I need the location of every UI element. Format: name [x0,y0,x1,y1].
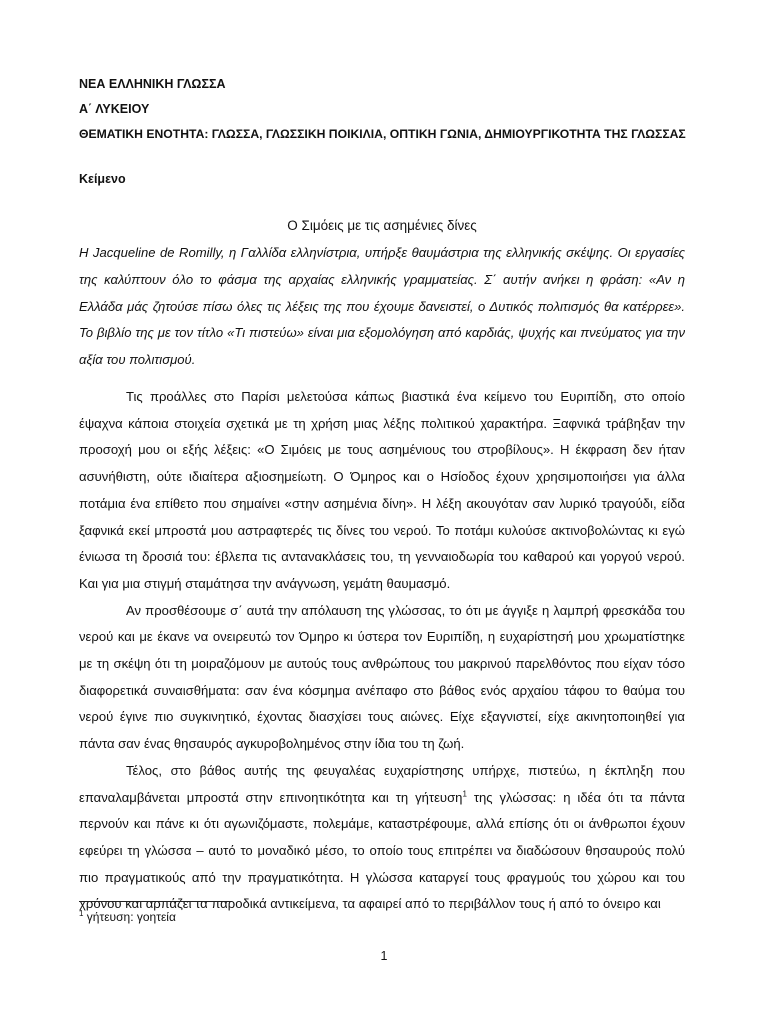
text-title: Ο Σιμόεις με τις ασημένιες δίνες [287,218,477,233]
footnote-text: γήτευση: γοητεία [83,910,176,924]
footnote-separator [79,901,232,902]
intro-paragraph: Η Jacqueline de Romilly, η Γαλλίδα ελληνίστρια, υπήρξε θαυμάστρια της ελληνικής σκέψης. Οι εργασίες της καλύπτουν όλο το φάσμα της αρχαίας ελληνικής γραμματείας. Σ΄ αυτήν ανήκει η φράση: «Αν η Ελλάδα μάς ζητούσε πίσω όλες τις λέξεις της που έχουμε δανειστεί, ο Δυτικός πολιτισμός θα κατέρρεε». Το βιβλίο της με τον τίτλο «Τι πιστεύω» είναι μια εξομολόγηση από καρδιάς, ψυχής και πνεύματος για την αξία του πολιτισμού. [79,245,685,368]
section-label: Κείμενο [79,172,126,186]
paragraph-1: Τις προάλλες στο Παρίσι μελετούσα κάπως βιαστικά ένα κείμενο του Ευριπίδη, στο οποίο έψαχνα κάποια στοιχεία σχετικά με τη χρήση μιας λέξης πολιτικού χαρακτήρα. Ξαφνικά τράβηξαν την προσοχή μου οι εξής λέξεις: «Ο Σιμόεις με τους ασημένιους του στροβίλους». Η έκφραση δεν ήταν ασυνήθιστη, ούτε ιδιαίτερα αξιοσημείωτη. Ο Όμηρος και ο Ησίοδος έχουν χρησιμοποιήσει για άλλα ποτάμια ένα επίθετο που σημαίνει «στην ασημένια δίνη». Η λέξη ακουγόταν σαν λυρικό τραγούδι, είδα ξαφνικά εκεί μπροστά μου αστραφτερές τις δίνες του νερού. Το ποτάμι κυλούσε ακτινοβολώντας κι εγώ ένιωσα τη δροσιά του: έβλεπα τις αντανακλάσεις του, τη γενναιοδωρία του καθαρού και γοργού νερού. Και για μια στιγμή σταμάτησα την ανάγνωση, γεμάτη θαυμασμό. [79,389,685,591]
grade-heading: Α΄ ΛΥΚΕΙΟΥ [79,102,150,116]
footnote-marker: 1 [79,909,84,918]
paragraph-3 [79,758,685,918]
paragraph-2: Αν προσθέσουμε σ΄ αυτά την απόλαυση της γλώσσας, το ότι με άγγιξε η λαμπρή φρεσκάδα του νερού και με έκανε να ονειρευτώ τον Όμηρο κι ύστερα τον Ευριπίδη, η ευχαρίστησή μου χρωματίστηκε με τη σκέψη ότι τη μοιραζόμουν με αυτούς τους ανθρώπους του μακρινού παρελθόντος που είχαν τόσο διαφορετικά συναισθήματα: σαν ένα κόσμημα ανέπαφο στο βάθος ενός αρχαίου τάφου το θαύμα του νερού έγινε πιο συγκινητικό, έχοντας διασχίσει τους αιώνες. Είχε εξαγνιστεί, είχε ακινητοποιηθεί για πάντα σαν ένας θησαυρός αγκυροβολημένος στην ίδια του τη ζωή. [79,602,685,752]
page-number: 1 [380,949,388,963]
paragraph-3-rest: της γλώσσας: η ιδέα ότι τα πάντα περνούν και πάνε κι ότι αγωνιζόμαστε, πολεμάμε, καταστρέφουμε, αλλά επίσης ότι οι άνθρωποι έχουν εφεύρει τη γλώσσα – αυτό το μοναδικό μέσο, το οποίο τους επιτρέπει να διαδώσουν θησαυρούς πολύ πιο πραγματικούς από την πραγματικότητα. Η γλώσσα καταργεί τους φραγμούς του χώρου και του χρόνου και αρπάζει τα παροδικά αντικείμενα, τα αφαιρεί από το περιβάλλον τους ή από το όνειρο και [79,789,686,912]
main-text [79,384,685,918]
subject-heading: ΝΕΑ ΕΛΛΗΝΙΚΗ ΓΛΩΣΣΑ [79,77,226,91]
footnote-reference[interactable]: 1 [462,789,467,799]
footnote [79,910,176,924]
thematic-unit-heading: ΘΕΜΑΤΙΚΗ ΕΝΟΤΗΤΑ: ΓΛΩΣΣΑ, ΓΛΩΣΣΙΚΗ ΠΟΙΚΙΛΙΑ, ΟΠΤΙΚΗ ΓΩΝΙΑ, ΔΗΜΙΟΥΡΓΙΚΟΤΗΤΑ ΤΗΣ ΓΛΩΣΣΑΣ [79,127,686,141]
paragraph-3-start: Τέλος, στο βάθος αυτής της φευγαλέας ευχαρίστησης υπήρχε, πιστεύω, η έκπληξη που επαναλαμβάνεται μπροστά στην επινοητικότητα και τη γήτευση [79,762,685,805]
